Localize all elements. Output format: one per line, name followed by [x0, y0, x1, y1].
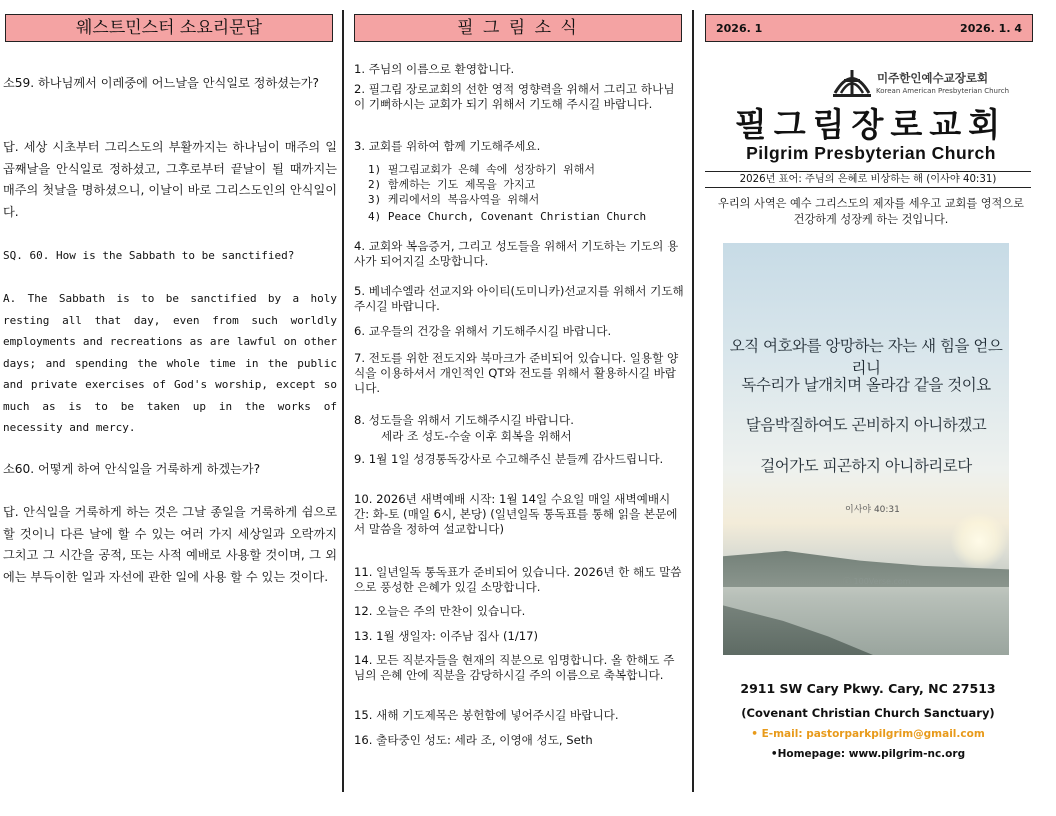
verse-line-4: 걸어가도 피곤하지 아니하리로다	[760, 457, 972, 475]
news-item-7: 7. 전도를 위한 전도지와 북마크가 준비되어 있습니다. 일용할 양식을 이용하셔서 개인적인 QT와 전도를 위해서 활용하시길 바랍니다.	[354, 351, 679, 396]
news-item-6: 6. 교우들의 건강을 위해서 기도해주시길 바랍니다.	[354, 324, 612, 338]
news-item-1: 1. 주님의 이름으로 환영합니다.	[354, 62, 515, 76]
email-link[interactable]: • E-mail: pastorparkpilgrim@gmail.com	[751, 728, 985, 740]
photo-watermark: ⓒ 100Verse.com	[843, 577, 911, 586]
sanctuary-name: (Covenant Christian Church Sanctuary)	[741, 706, 995, 720]
news-item-3-sub-2: 2) 함께하는 기도 제목을 가지고	[368, 178, 536, 191]
news-item-8-sub: 세라 조 성도-수술 이후 회복을 위해서	[381, 429, 572, 443]
church-title-korean: 필그림장로교회	[734, 105, 1008, 144]
scripture-photo	[723, 243, 1009, 655]
news-item-3-sub-4: 4) Peace Church, Covenant Christian Church	[368, 210, 647, 223]
catechism-answer-60-ko: 답. 안식일을 거룩하게 하는 것은 그날 종일을 거룩하게 쉼으로 할 것이니 다른 날에 할 수 있는 여러 가지 세상일과 오락까지 그치고 그 시간을 공적, 또는 사적 예배로 사용할 것이며, 그 외에는 부득이한 일과 자선에 관한 일에 사용 할 수 있는 것이다.	[3, 505, 337, 584]
news-item-15: 15. 새해 기도제목은 봉헌함에 넣어주시길 바랍니다.	[354, 708, 619, 722]
verse-line-2: 독수리가 날개치며 올라감 같을 것이요	[741, 376, 991, 394]
catechism-question-60-ko: 소60. 어떻게 하여 안식일을 거룩하게 하겠는가?	[3, 462, 261, 476]
news-item-3: 3. 교회를 위하여 함께 기도해주세요.	[354, 139, 541, 153]
news-item-5: 5. 베네수엘라 선교지와 아이티(도미니카)선교지를 위해서 기도해주시길 바랍니다.	[354, 284, 684, 314]
issue-date: 2026. 1. 4	[960, 22, 1022, 35]
catechism-header: 웨스트민스터 소요리문답	[5, 14, 333, 42]
catechism-question-60-en: SQ. 60. How is the Sabbath to be sanctified?	[3, 249, 295, 262]
catechism-question-59: 소59. 하나님께서 이레중에 어느날을 안식일로 정하셨는가?	[3, 76, 320, 90]
news-item-13: 13. 1월 생일자: 이주남 집사 (1/17)	[354, 629, 539, 643]
mission-statement: 우리의 사역은 예수 그리스도의 제자를 세우고 교회를 영적으로 건강하게 성장케 하는 것입니다.	[718, 197, 1024, 226]
news-item-12: 12. 오늘은 주의 만찬이 있습니다.	[354, 604, 526, 618]
church-title-english: Pilgrim Presbyterian Church	[746, 143, 996, 163]
news-item-3-sub-1: 1) 필그림교회가 은혜 속에 성장하기 위해서	[368, 163, 595, 176]
column-divider-right	[692, 10, 694, 792]
yearly-motto: 2026년 표어: 주님의 은혜로 비상하는 해 (이사야 40:31)	[705, 171, 1031, 188]
church-address: 2911 SW Cary Pkwy. Cary, NC 27513	[740, 681, 996, 696]
sunrise-glow	[951, 513, 1007, 569]
verse-line-1: 오직 여호와를 앙망하는 자는 새 힘을 얻으리니	[729, 337, 1003, 377]
issue-month: 2026. 1	[716, 22, 763, 35]
catechism-answer-59: 답. 세상 시초부터 그리스도의 부활까지는 하나님이 매주의 일곱째날을 안식일로 정하셨고, 그후로부터 끝날이 될 때까지는 매주의 첫날을 명하셨으니, 이날이 바로 그리스도인의 안식일이다.	[3, 140, 337, 219]
denomination-english: Korean American Presbyterian Church	[876, 87, 1009, 95]
news-item-8: 8. 성도들을 위해서 기도해주시길 바랍니다.	[354, 413, 574, 427]
news-item-2: 2. 필그림 장로교회의 선한 영적 영향력을 위해서 그리고 하나님이 기뻐하시는 교회가 되기 위해서 기도해 주시길 바랍니다.	[354, 82, 675, 112]
news-item-16: 16. 출타중인 성도: 세라 조, 이영애 성도, Seth	[354, 733, 593, 747]
news-item-3-sub-3: 3) 케리에서의 복음사역을 위해서	[368, 193, 540, 206]
verse-line-3: 달음박질하여도 곤비하지 아니하겠고	[745, 416, 987, 434]
news-item-4: 4. 교회와 복음증거, 그리고 성도들을 위해서 기도하는 기도의 용사가 되어지길 소망합니다.	[354, 239, 679, 269]
church-logo-icon	[832, 66, 872, 100]
news-header: 필 그 림 소 식	[354, 14, 682, 42]
date-bar	[705, 14, 1033, 42]
column-divider-left	[342, 10, 344, 792]
verse-reference: 이사야 40:31	[845, 505, 900, 515]
catechism-answer-60-en: A. The Sabbath is to be sanctified by a holy resting all that day, even from such worldly employments and recreations as are lawful on other days; and spending the whole time in the public and private exercises of God's worship, except so much as is to be taken up in the works of necessity and mercy.	[3, 292, 337, 434]
foreground-rocks	[723, 593, 873, 655]
news-item-10: 10. 2026년 새벽예배 시작: 1월 14일 수요일 매일 새벽예배시간: 화-토 (매일 6시, 본당) (일년일독 통독표를 통해 읽을 본문에서 말씀을 정하여 설교합니다)	[354, 492, 678, 537]
news-item-14: 14. 모든 직분자들을 현재의 직분으로 임명합니다. 올 한해도 주님의 은혜 안에 직분을 감당하시길 주의 이름으로 축복합니다.	[354, 653, 675, 683]
denomination-korean: 미주한인예수교장로회	[877, 71, 989, 85]
homepage-link[interactable]: •Homepage: www.pilgrim-nc.org	[770, 748, 966, 760]
news-item-11: 11. 일년일독 통독표가 준비되어 있습니다. 2026년 한 해도 말씀으로 풍성한 은혜가 있길 소망합니다.	[354, 565, 682, 595]
news-item-9: 9. 1월 1일 성경통독강사로 수고해주신 분들께 감사드립니다.	[354, 452, 664, 466]
